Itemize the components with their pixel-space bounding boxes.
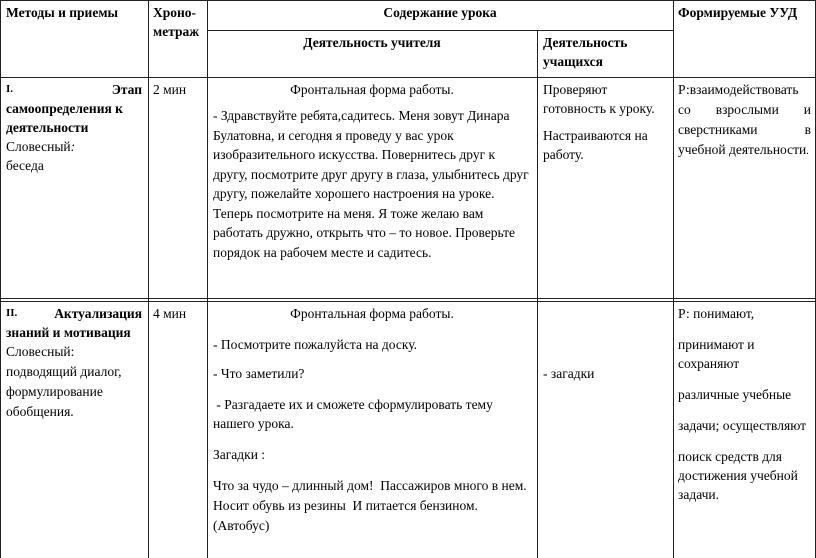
row2-teacher-p1: - Посмотрите пожалуйста на доску. [213,337,418,352]
table-border-top [0,0,816,1]
row1-uud-text: Р:взаимодействовать со взрослыми и сверстниками в учебной деятельности [678,82,811,157]
row2-stage-cell [6,304,142,422]
header-methods-text: Методы и приемы [6,5,119,20]
header-uud-text: Формируемые УУД [678,5,798,20]
table-row1-bottom [0,298,816,299]
header-teacher-activity-text: Деятельность учителя [303,35,441,50]
row2-stage-rest: знаний и мотивация [6,325,131,340]
header-teacher-activity [207,33,537,52]
header-lesson-content-text: Содержание урока [383,5,497,20]
row2-stage-word: Актуализация [54,306,142,321]
row1-method [6,137,142,156]
row1-students-2: Настраиваются на работу. [543,128,648,162]
table-row1-bottom-double [0,301,816,302]
row1-teacher-form: Фронтальная форма работы. [290,82,454,97]
row1-teacher-cell [213,80,531,262]
header-student-activity-line2: учащихся [543,54,603,69]
header-lesson-content [207,3,673,22]
row2-teacher-p5: Что за чудо – длинный дом! Пассажиров много в нем. Носит обувь из резины И питается бензином. (Автобус) [213,478,534,533]
row1-students-cell [543,80,671,164]
row2-uud-3: различные учебные [678,387,792,402]
header-timing-line2: метраж [153,24,200,39]
col-divider-3 [537,30,538,558]
row1-stage-cell [6,80,142,175]
row1-teacher-text: - Здравствуйте ребята,садитесь. Меня зовут Динара Булатовна, и сегодня я проведу у вас урок изобразительного искусства. Повернитесь друг к другу, посмотрите друг другу в глаза, улыбнитесь друг другу, пожелайте хорошего настроения на уроке. Теперь посмотрите на меня. Я тоже желаю вам работать дружно, открыть что – то новое. Проверьте порядок на рабочем месте и садитесь. [213,108,529,260]
table-header-bottom [0,77,816,78]
row1-time [153,80,207,99]
row2-teacher-cell [213,304,534,536]
row2-uud-1: Р: понимают, [678,306,755,321]
header-methods [6,3,144,22]
row2-teacher-p3: - Разгадаете их и сможете сформулировать тему нашего урока. [213,397,497,431]
header-student-activity-line1: Деятельность [543,35,628,50]
row1-stage-word: Этап [111,82,142,97]
row2-time-text: 4 мин [153,306,187,321]
row1-stage-num: I. [6,83,14,95]
row2-stage-num: II. [6,307,18,319]
row2-teacher-p2: - Что заметили? [213,366,305,381]
row2-teacher-form: Фронтальная форма работы. [290,306,454,321]
header-timing [153,3,207,41]
row2-students-1: - загадки [543,366,595,381]
header-uud [678,3,812,22]
row2-students-cell [543,364,671,383]
row2-uud-4: задачи; осуществляют [678,418,806,433]
row2-uud-2: принимают и сохраняют [678,337,755,371]
row2-uud-cell [678,304,811,504]
row1-stage-rest: самоопределения к деятельности [6,101,123,135]
row1-time-text: 2 мин [153,82,187,97]
row2-method-text: Словесный: подводящий диалог, формулирование обобщения. [6,344,122,419]
row2-teacher-p4: Загадки : [213,447,266,462]
table-header-subline [207,30,673,31]
col-divider-4 [673,0,674,558]
row1-stage-title [6,80,142,99]
col-divider-2 [207,0,208,558]
header-student-activity [543,33,671,71]
row2-stage-title [6,304,142,323]
col-divider-1 [148,0,149,558]
row1-uud-dot: . [806,146,809,157]
row1-method-b: беседа [6,158,44,173]
row2-time [153,304,207,323]
row1-students-1: Проверяют готовность к уроку. [543,82,655,116]
header-timing-line1: Хроно- [153,5,197,20]
row2-uud-5: поиск средств для достижения учебной задачи. [678,449,798,502]
row1-uud-cell [678,80,811,162]
table-border-left [0,0,1,558]
row1-method-colon: : [70,139,76,154]
row1-method-a: Словесный [6,139,71,154]
